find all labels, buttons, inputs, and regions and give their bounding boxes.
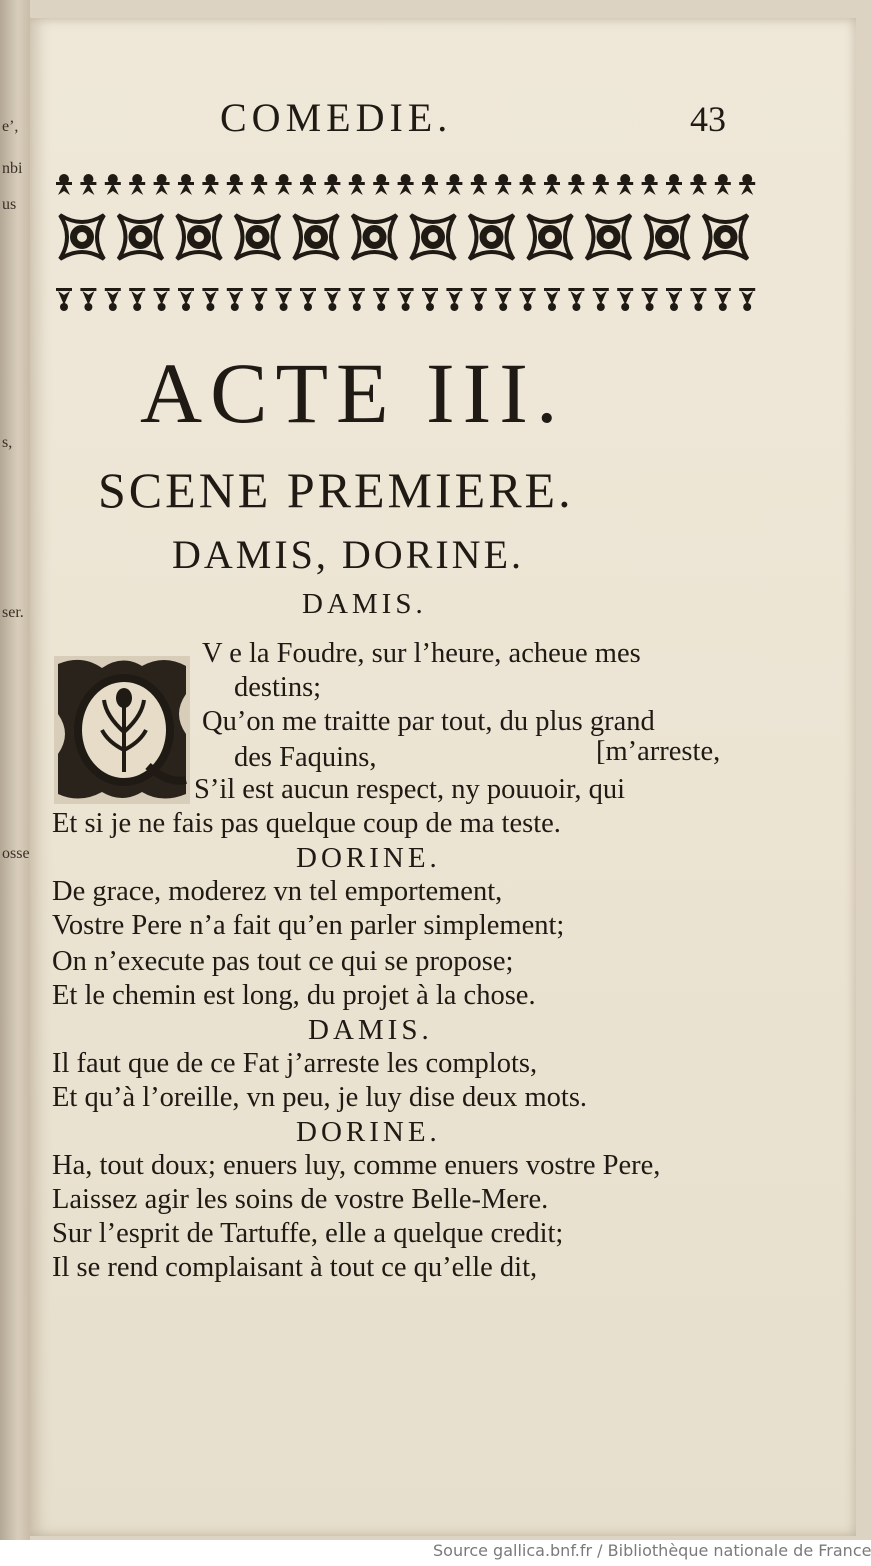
verse-line: Il se rend complaisant à tout ce qu’elle dit, — [52, 1252, 538, 1283]
prev-page-fragment: e’, — [2, 118, 19, 135]
speaker-label: DAMIS. — [302, 588, 427, 620]
verse-line: Ha, tout doux; enuers luy, comme enuers vostre Pere, — [52, 1150, 661, 1181]
running-title: COMEDIE. — [220, 95, 453, 140]
speaker-label: DORINE. — [296, 1116, 441, 1148]
source-footer: Source gallica.bnf.fr / Bibliothèque nationale de France — [433, 1541, 871, 1560]
verse-line: Et le chemin est long, du projet à la chose. — [52, 980, 536, 1011]
verse-line: Il faut que de ce Fat j’arreste les complots, — [52, 1048, 538, 1079]
verse-line: [m’arreste, — [596, 736, 721, 767]
prev-page-fragment: s, — [2, 434, 13, 451]
verse-line: des Faquins, — [234, 742, 377, 773]
previous-page-edge — [0, 0, 30, 1540]
historiated-initial-q-icon — [52, 654, 192, 806]
scene-title: SCENE PREMIERE. — [98, 462, 574, 518]
prev-page-fragment: nbi — [2, 160, 23, 177]
verse-line: Vostre Pere n’a fait qu’en parler simplement; — [52, 910, 565, 941]
cast-list: DAMIS, DORINE. — [172, 532, 524, 577]
verse-line: Et qu’à l’oreille, vn peu, je luy dise deux mots. — [52, 1082, 588, 1113]
prev-page-fragment: osse — [2, 845, 30, 862]
prev-page-fragment: ser. — [2, 604, 24, 621]
verse-line: Et si je ne fais pas quelque coup de ma teste. — [52, 808, 561, 839]
book-page — [30, 18, 856, 1536]
act-title: ACTE III. — [140, 345, 566, 441]
verse-line: Laissez agir les soins de vostre Belle-Mere. — [52, 1184, 549, 1215]
fleuron-band-icon — [50, 173, 762, 323]
verse-line: Sur l’esprit de Tartuffe, elle a quelque credit; — [52, 1218, 564, 1249]
page-number: 43 — [690, 99, 726, 139]
prev-page-fragment: us — [2, 196, 17, 213]
verse-line: On n’execute pas tout ce qui se propose; — [52, 946, 514, 977]
verse-line: V e la Foudre, sur l’heure, acheue mes — [202, 638, 641, 669]
verse-line: S’il est aucun respect, ny pouuoir, qui — [194, 774, 626, 805]
speaker-label: DAMIS. — [308, 1014, 433, 1046]
verse-line: De grace, moderez vn tel emportement, — [52, 876, 503, 907]
verse-line: destins; — [234, 672, 322, 703]
verse-line: Qu’on me traitte par tout, du plus grand — [202, 706, 655, 737]
speaker-label: DORINE. — [296, 842, 441, 874]
